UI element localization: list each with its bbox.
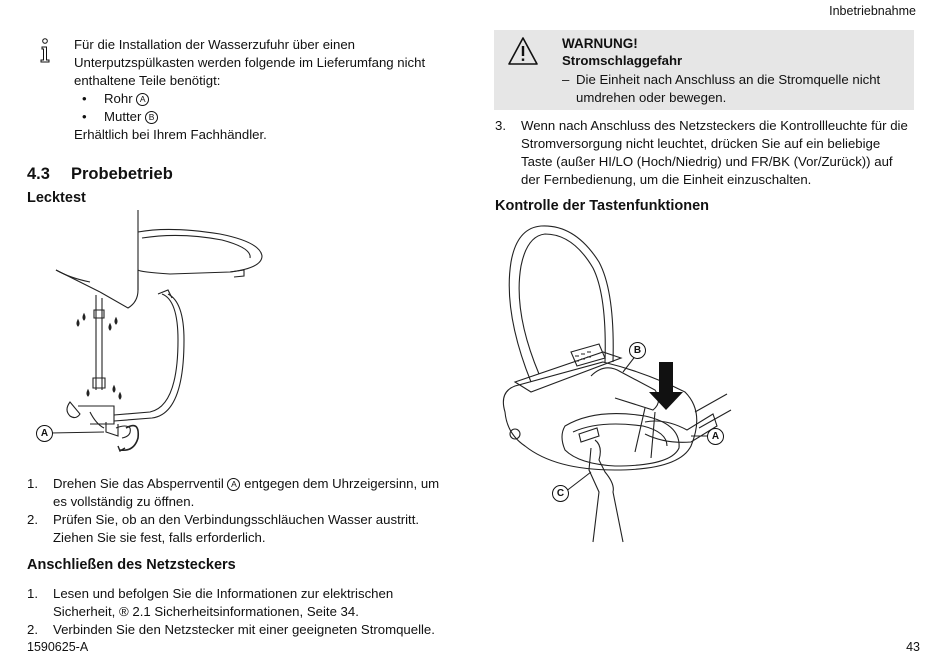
figure-label-a: A [36,425,53,442]
figure-label-b: B [629,342,646,359]
info-footer: Erhältlich bei Ihrem Fachhändler. [74,127,267,142]
plug-steps [27,585,447,639]
figure-label-c: C [552,485,569,502]
figure-label-a: A [707,428,724,445]
list-item: 1. Lesen und befolgen Sie die Informationen zur elektrischen Sicherheit, ® 2.1 Sicherheitsinformationen, Seite 34. [27,586,394,619]
document-number: 1590625-A [27,640,89,654]
cross-reference-symbol: ® [118,604,129,619]
warning-item: – Die Einheit nach Anschluss an die Stromquelle nicht umdrehen oder bewegen. [562,72,881,105]
ref-b-symbol: B [145,111,158,124]
list-item: 2. Prüfen Sie, ob an den Verbindungsschläuchen Wasser austritt. Ziehen Sie sie fest, falls erforderlich. [27,512,420,545]
section-number: 4.3 [27,165,50,183]
list-item: 2. Verbinden Sie den Netzstecker mit einer geeigneten Stromquelle. [27,622,435,637]
leak-test-illustration [30,210,270,460]
warning-triangle-icon [508,36,538,66]
power-steps [495,117,915,189]
info-icon [38,38,52,64]
list-item: 1. Drehen Sie das Absperrventil A entgegen dem Uhrzeigersinn, um es vollständig zu öffnen. [27,476,440,509]
warning-title: WARNUNG! [562,36,638,51]
section-title: Probebetrieb [71,165,173,183]
section-heading [27,165,173,184]
leak-test-steps [27,475,447,547]
info-text: Für die Installation der Wasserzufuhr über einen Unterputzspülkasten werden folgende im Lieferumfang nicht enthaltene Teile benötigt: [74,37,426,88]
warning-box [494,30,914,110]
ref-a-symbol: A [136,93,149,106]
info-item-nut: • Mutter B [74,108,474,126]
list-item: 3. Wenn nach Anschluss des Netzsteckers die Kontrollleuchte für die Stromversorgung nicht leuchtet, drücken Sie auf ein beliebige Taste (außer HI/LO (Hoch/Niedrig) und FR/BK (Vor/Zurück)) auf der Fernbedienung, um die Einheit einzuschalten. [495,118,908,187]
ref-a-symbol: A [227,478,240,491]
button-check-heading: Kontrolle der Tastenfunktionen [495,198,710,214]
warning-subtitle: Stromschlaggefahr [562,53,683,68]
leak-test-heading: Lecktest [27,190,86,206]
button-check-illustration [495,222,735,547]
info-note [74,36,474,144]
info-item-pipe: • Rohr A [74,90,474,108]
plug-heading: Anschließen des Netzsteckers [27,557,236,573]
running-header: Inbetriebnahme [829,4,916,18]
page-number: 43 [906,640,920,654]
